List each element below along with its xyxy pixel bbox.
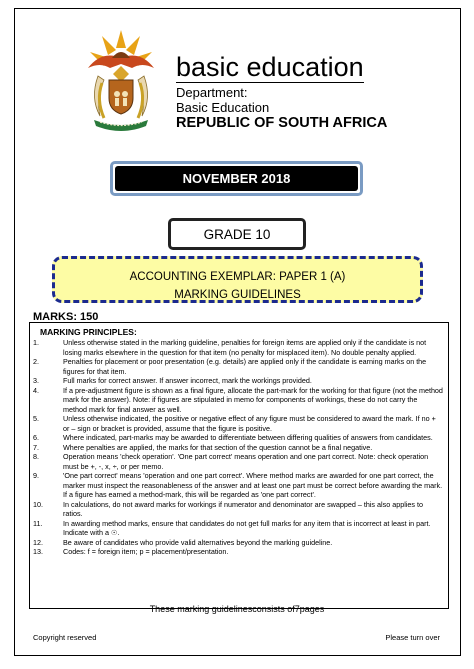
item-number: 6. [33, 433, 39, 442]
item-number: 5. [33, 414, 39, 423]
exam-date-box [110, 161, 363, 196]
list-item [33, 443, 443, 453]
list-item [33, 500, 443, 519]
item-number: 8. [33, 452, 39, 461]
list-item [33, 376, 443, 386]
item-number: 11. [33, 518, 43, 528]
list-item [33, 519, 443, 538]
grade-label: GRADE 10 [203, 226, 271, 242]
page-count-note: These marking guidelinesconsists of7pages [149, 604, 325, 614]
item-number: 12. [33, 537, 43, 547]
coat-of-arms-logo [82, 28, 160, 136]
exam-title-box [52, 256, 423, 303]
list-item [33, 338, 443, 357]
item-text: In calculations, do not award marks for workings if numerator and denominator are swapped – this also applies to ratios. [63, 499, 423, 518]
department-name: Basic Education [176, 100, 270, 115]
brand-title: basic education [176, 52, 364, 82]
item-text: Codes: f = foreign item; p = placement/presentation. [63, 547, 229, 556]
item-text: Where indicated, part-marks may be awarded to differentiate between differing qualities of answers from candidates. [63, 433, 433, 442]
grade-box [168, 218, 306, 250]
item-number: 4. [33, 385, 39, 395]
item-text: 'One part correct' means 'operation and one part correct'. Where method marks are awarded for one part correct, the marker must inspect the reasonableness of the answer and at least one part must be correct before awarding the mark. If a figure has earned a method-mark, this will be regarded as 'one part correct'. [63, 471, 443, 499]
exam-date-inner [115, 166, 358, 191]
copyright-notice: Copyright reserved [33, 633, 97, 642]
list-item [33, 386, 443, 415]
list-item [33, 357, 443, 376]
item-number: 9. [33, 471, 39, 480]
item-text: Unless otherwise indicated, the positive or negative effect of any figure must be considered to award the mark. If no + or – sign or bracket is provided, assume that the figure is positive. [63, 414, 436, 433]
item-text: Be aware of candidates who provide valid alternatives beyond the marking guideline. [63, 537, 333, 547]
list-item [33, 452, 443, 471]
total-marks: MARKS: 150 [33, 311, 99, 323]
item-number: 7. [33, 442, 39, 452]
item-number: 3. [33, 376, 39, 385]
list-item [33, 471, 443, 500]
exam-date: NOVEMBER 2018 [182, 171, 291, 186]
list-item [33, 538, 443, 548]
item-number: 13. [33, 547, 43, 556]
item-text: Operation means 'check operation'. 'One part correct' means operation and one part correct. Note: check operation must be +, -, x, ÷, or per memo. [63, 452, 429, 471]
brand-divider [176, 82, 364, 83]
item-text: Where penalties are applied, the marks for that section of the question cannot be a final negative. [63, 442, 373, 452]
item-text: Unless otherwise stated in the marking guideline, penalties for foreign items are applied only if the candidate is not losing marks elsewhere in the question for that item (no penalty for misplaced item). No double penalty applied. [63, 338, 427, 357]
item-number: 10. [33, 499, 43, 509]
item-number: 2. [33, 357, 39, 366]
item-text: Penalties for placement or poor presentation (e.g. details) are applied only if the candidate is earning marks on the figures for that item. [63, 357, 427, 376]
item-text: In awarding method marks, ensure that candidates do not get full marks for any item that is incorrect at least in part. Indicate with a ☉. [63, 518, 431, 537]
list-item [33, 414, 443, 433]
turn-over-note: Please turn over [385, 633, 440, 642]
exam-title: ACCOUNTING EXEMPLAR: PAPER 1 (A) [129, 271, 346, 283]
list-item [33, 433, 443, 443]
item-text: Full marks for correct answer. If answer incorrect, mark the workings provided. [63, 376, 312, 385]
country-name: REPUBLIC OF SOUTH AFRICA [176, 115, 388, 131]
item-number: 1. [33, 338, 39, 347]
marking-principles-list [33, 338, 443, 557]
list-item [33, 547, 443, 557]
department-label: Department: [176, 85, 248, 100]
marking-principles-heading: MARKING PRINCIPLES: [40, 327, 137, 337]
item-text: If a pre-adjustment figure is shown as a final figure, allocate the part-mark for the working for that figure (not the method mark for the answer). Note: if figures are stipulated in memo for components of workings, these do not carry the method mark for final answer as well. [63, 385, 443, 414]
exam-subtitle: MARKING GUIDELINES [174, 289, 301, 301]
